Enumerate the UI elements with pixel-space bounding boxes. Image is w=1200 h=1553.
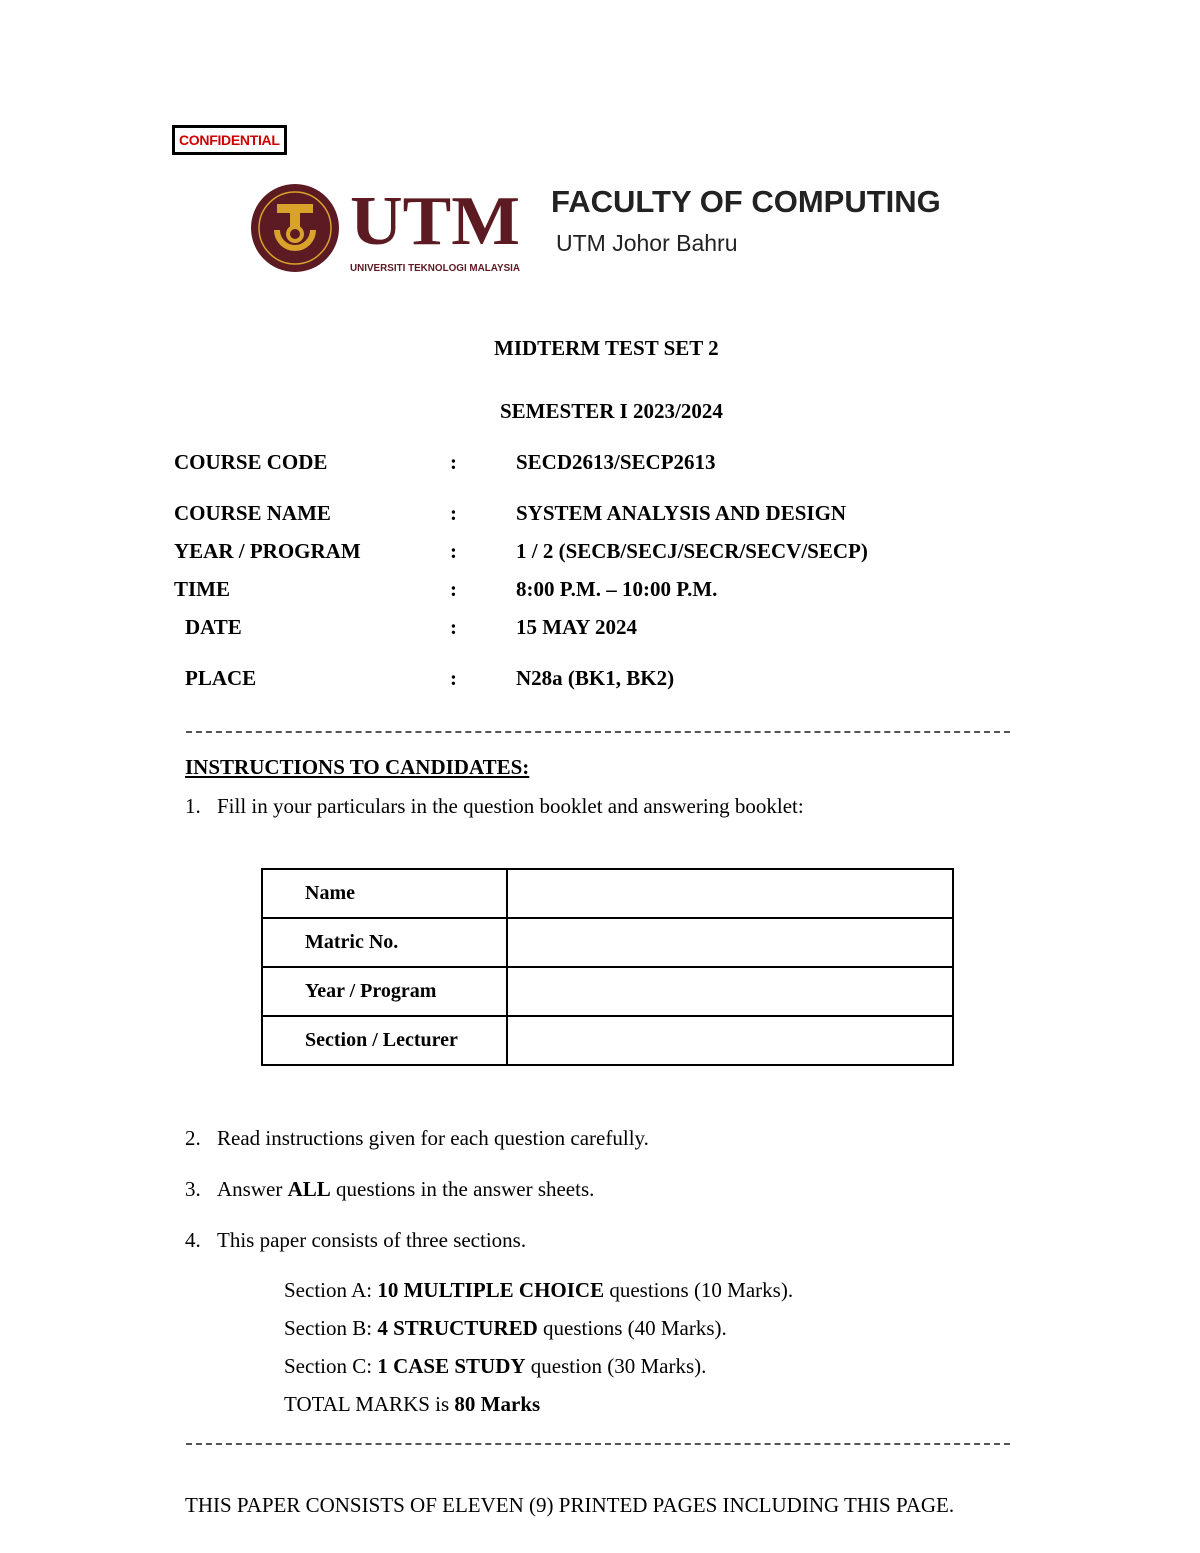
field-label: Matric No.	[262, 918, 507, 967]
detail-label: DATE	[185, 615, 242, 639]
table-row	[262, 869, 953, 918]
detail-value: N28a (BK1, BK2)	[516, 666, 675, 690]
instruction-text: Fill in your particulars in the question booklet and answering booklet:	[217, 794, 804, 818]
field-blank	[507, 1016, 953, 1065]
detail-sep: :	[450, 615, 457, 639]
instruction-number: 3.	[185, 1177, 201, 1201]
faculty-campus: UTM Johor Bahru	[556, 230, 738, 256]
total-marks: TOTAL MARKS is 80 Marks	[284, 1392, 541, 1416]
divider	[186, 1443, 1010, 1445]
section-line: Section A: 10 MULTIPLE CHOICE questions (10 Marks).	[284, 1278, 794, 1302]
field-blank	[507, 918, 953, 967]
section-line: Section C: 1 CASE STUDY question (30 Marks).	[284, 1354, 707, 1378]
detail-sep: :	[450, 666, 457, 690]
detail-value: SYSTEM ANALYSIS AND DESIGN	[516, 501, 847, 525]
instruction-text: This paper consists of three sections.	[217, 1228, 527, 1252]
detail-label: YEAR / PROGRAM	[174, 539, 361, 563]
detail-sep: :	[450, 577, 457, 601]
instruction-number: 4.	[185, 1228, 201, 1252]
table-row	[262, 967, 953, 1016]
detail-sep: :	[450, 450, 457, 474]
field-label: Year / Program	[262, 967, 507, 1016]
confidential-label: CONFIDENTIAL	[172, 125, 287, 155]
section-line: Section B: 4 STRUCTURED questions (40 Marks).	[284, 1316, 727, 1340]
instruction-text: Read instructions given for each question carefully.	[217, 1126, 649, 1150]
particulars-table	[261, 868, 954, 1066]
instruction-number: 1.	[185, 794, 201, 818]
detail-value: 8:00 P.M. – 10:00 P.M.	[516, 577, 718, 601]
detail-sep: :	[450, 539, 457, 563]
page-count-note: THIS PAPER CONSISTS OF ELEVEN (9) PRINTED PAGES INCLUDING THIS PAGE.	[185, 1493, 955, 1517]
instruction-number: 2.	[185, 1126, 201, 1150]
instructions-heading: INSTRUCTIONS TO CANDIDATES:	[185, 755, 530, 779]
field-label: Section / Lecturer	[262, 1016, 507, 1065]
faculty-name: FACULTY OF COMPUTING	[551, 184, 941, 219]
detail-value: 15 MAY 2024	[516, 615, 637, 639]
field-label: Name	[262, 869, 507, 918]
divider	[186, 731, 1010, 733]
detail-value: 1 / 2 (SECB/SECJ/SECR/SECV/SECP)	[516, 539, 868, 563]
logo-wordmark: UTM	[350, 183, 520, 260]
table-row	[262, 1016, 953, 1065]
detail-sep: :	[450, 501, 457, 525]
detail-label: COURSE NAME	[174, 501, 331, 525]
field-blank	[507, 869, 953, 918]
detail-label: TIME	[174, 577, 231, 601]
utm-emblem-icon	[250, 180, 530, 276]
test-title: MIDTERM TEST SET 2	[494, 336, 719, 360]
utm-logo	[250, 180, 530, 282]
detail-label: PLACE	[185, 666, 257, 690]
table-row	[262, 918, 953, 967]
detail-value: SECD2613/SECP2613	[516, 450, 716, 474]
logo-university-name: UNIVERSITI TEKNOLOGI MALAYSIA	[350, 263, 520, 274]
field-blank	[507, 967, 953, 1016]
detail-label: COURSE CODE	[174, 450, 328, 474]
instruction-text: Answer ALL questions in the answer sheets.	[217, 1177, 595, 1201]
semester: SEMESTER I 2023/2024	[500, 399, 723, 423]
